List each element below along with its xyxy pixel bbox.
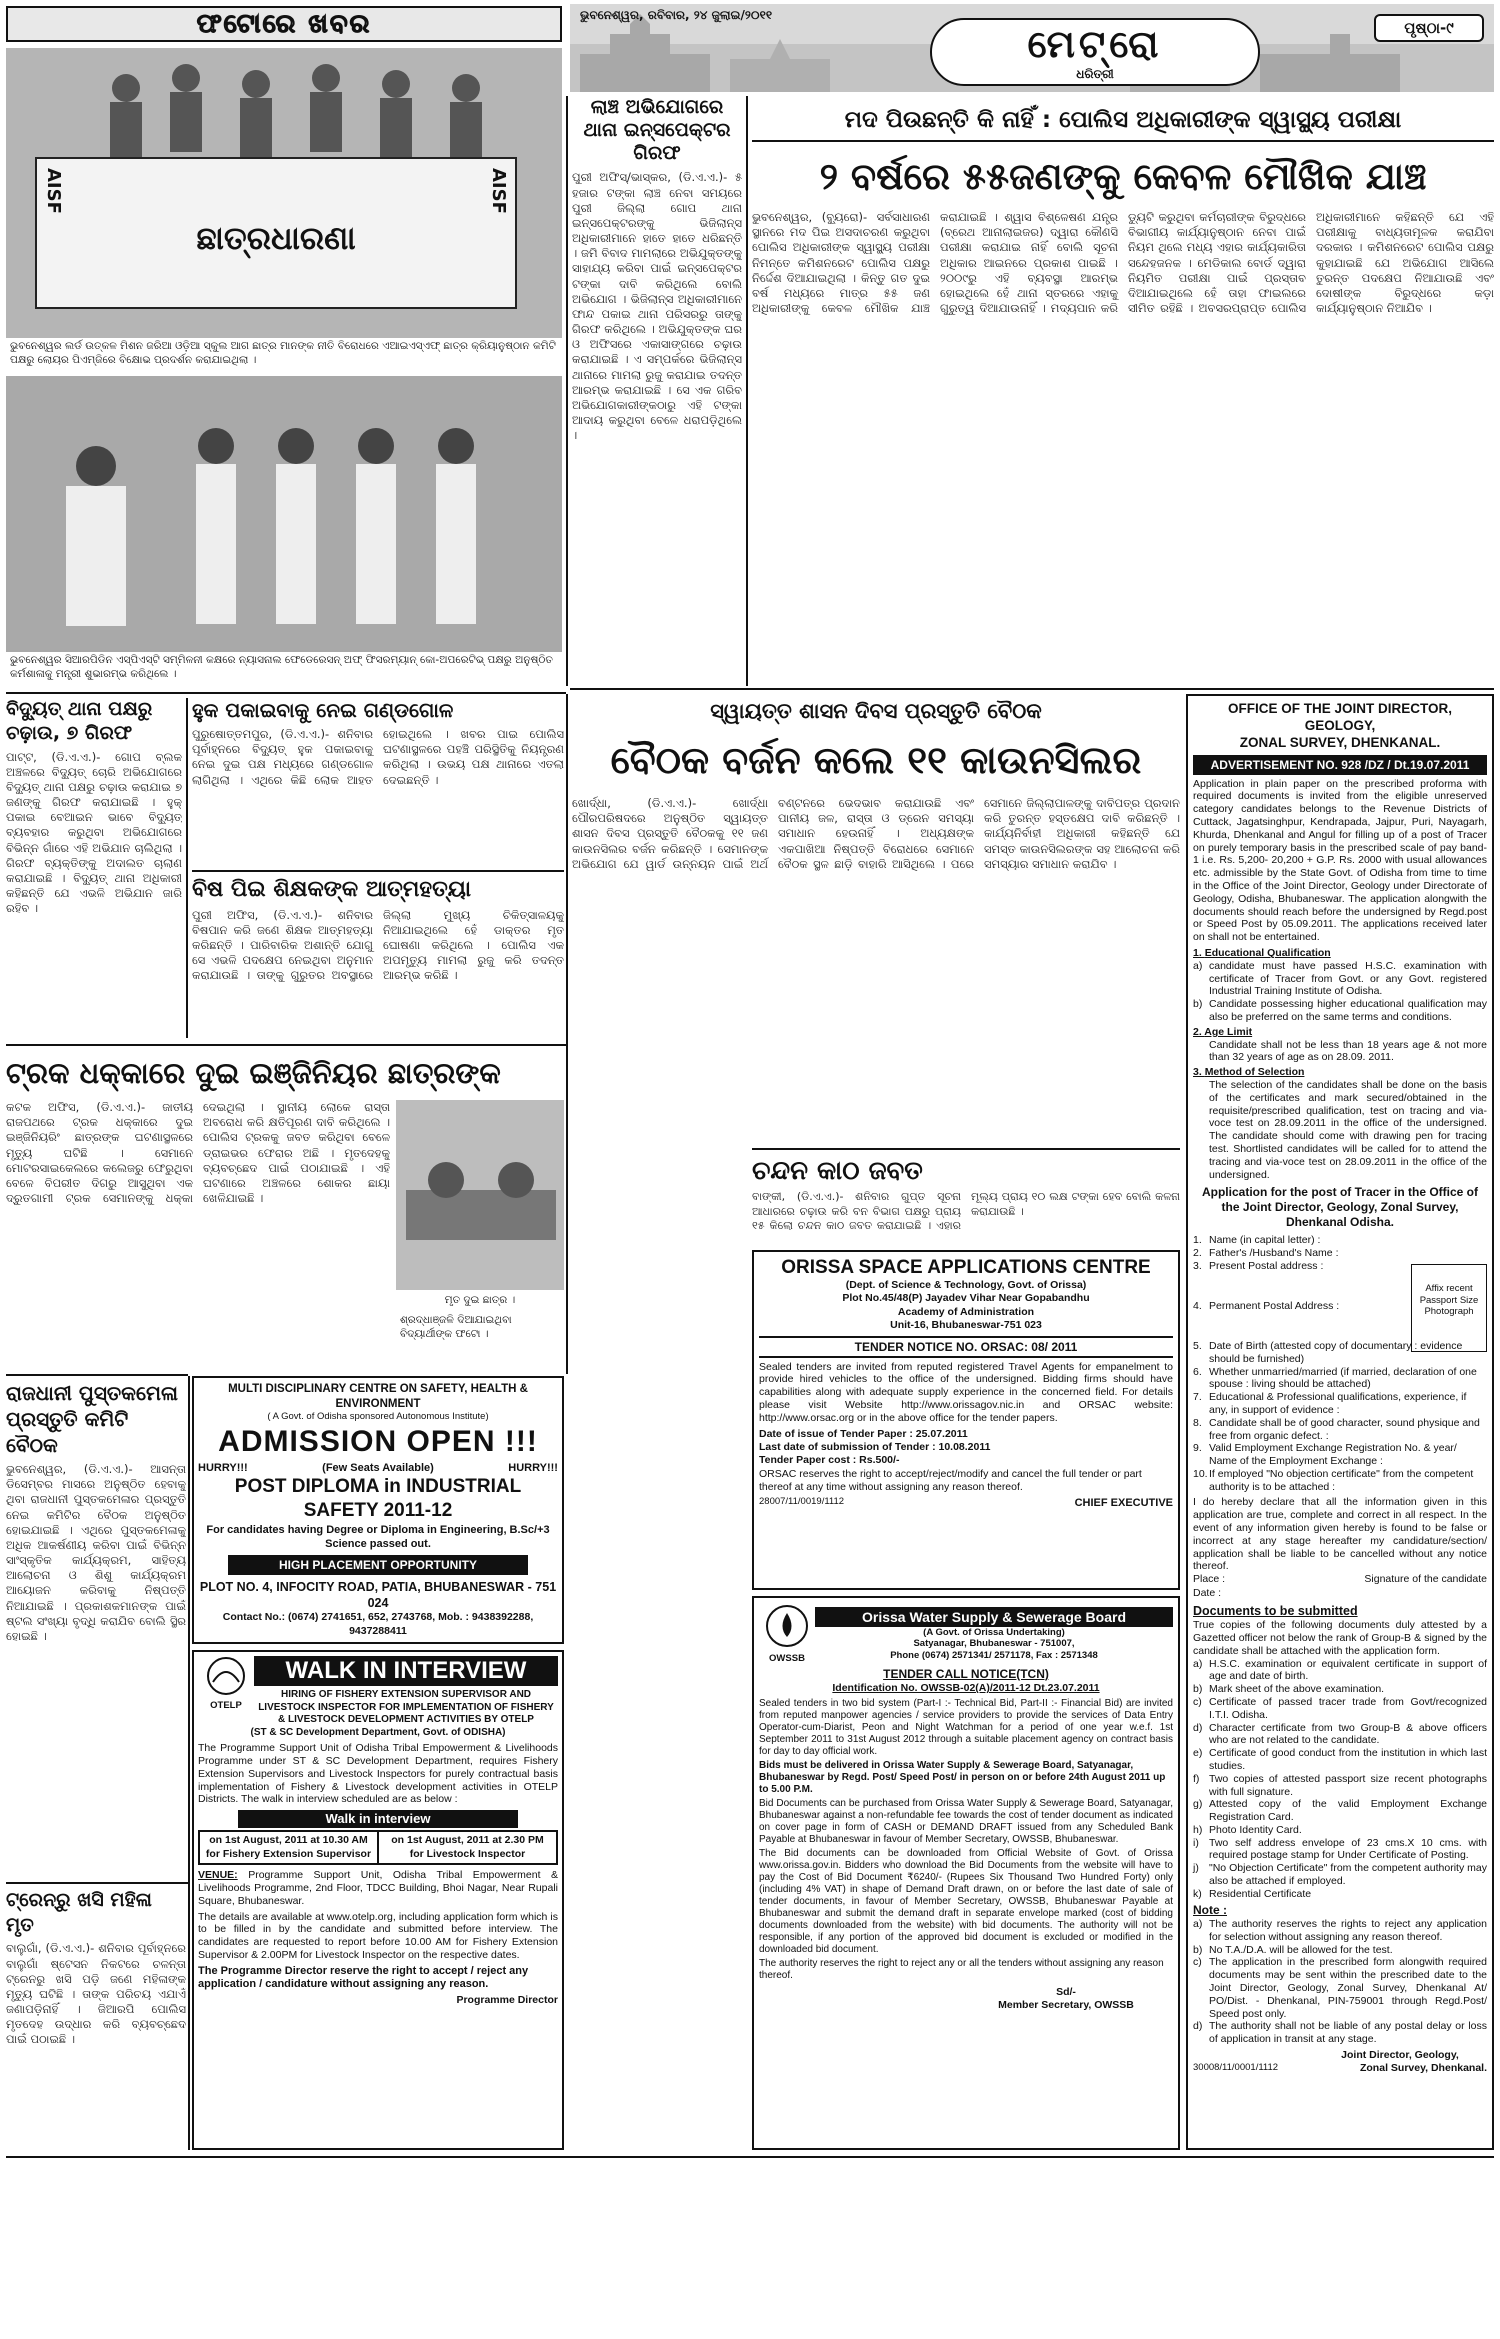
teacher-body: ପୁରୀ ଅଫିସ, (ଡି.ଏ.ଏ.)- ଶନିବାର ବିଷପାନ କରି ଜଣେ ଶିକ୍ଷକ ଆତ୍ମହତ୍ୟା କରିଛନ୍ତି । ପାରିବାରିକ ଅଶାନ୍ତି ଯୋଗୁ ସେ ଏଭଳି ପଦକ୍ଷେପ ନେଇଥିବା ଅନୁମାନ କରାଯାଉଛି । ତାଙ୍କୁ ଗୁରୁତର ଅବସ୍ଥାରେ ଜିଲ୍ଲା ମୁଖ୍ୟ ଚିକିତ୍ସାଳୟକୁ ନିଆଯାଇଥିଲେ ହେଁ ଡାକ୍ତର ମୃତ ଘୋଷଣା କରିଥିଲେ । ପୋଲିସ ଏକ ଅପମୃତ୍ୟୁ ମାମଲା ରୁଜୁ କରି ତଦନ୍ତ ଆରମ୍ଭ କରିଛି । [192, 907, 564, 983]
geo-field-row [1193, 1417, 1487, 1443]
owssb-sub: (A Govt. of Orissa Undertaking) [923, 1626, 1065, 1638]
geo-doc-item-key: g) [1193, 1798, 1203, 1811]
geo-doc-item [1193, 1798, 1487, 1824]
geo-doc-item-key: j) [1193, 1862, 1199, 1875]
geo-doc-item-text: H.S.C. examination or equivalent certificate in support of age and date of birth. [1209, 1657, 1487, 1683]
geo-note-item [1193, 1956, 1487, 2020]
geo-sign1: Joint Director, Geology, [1341, 2049, 1459, 2061]
geo-field-row [1193, 1442, 1487, 1468]
geo-age-title: 2. Age Limit [1193, 1025, 1253, 1038]
logo-box [930, 18, 1260, 86]
mdc-address: PLOT NO. 4, INFOCITY ROAD, PATIA, BHUBANESWAR - 751 024 [199, 1580, 557, 1611]
protest-banner-text: ଛାତ୍ରଧାରଣା [196, 219, 356, 257]
workshop-photo [6, 376, 562, 652]
workshop-figures [6, 376, 562, 652]
otelp-logo [198, 1656, 254, 1712]
geo-field-label: Present Postal address : [1209, 1259, 1324, 1272]
mdc-placement: HIGH PLACEMENT OPPORTUNITY [228, 1555, 528, 1575]
bribe-body: ପୁରୀ ଅଫିସ୍/ଭାସ୍କର, (ଡି.ଏ.ଏ.)- ୫ ହଜାର ଟଙ୍କା ଲାଞ୍ଚ ନେବା ସମୟରେ ପୁରୀ ଜିଲ୍ଲା ଗୋପ ଥାନା ଇନ୍‌ସପେକ୍ଟରଙ୍କୁ ଭିଜିଲାନ୍ସ ଅଧିକାରୀମାନେ ହାତେ ହାତେ ଧରିଛନ୍ତି । ଜମି ବିବାଦ ମାମଲାରେ ଅଭିଯୁକ୍ତଙ୍କୁ ସାହାଯ୍ୟ କରିବା ପାଇଁ ଇନ୍‌ସପେକ୍ଟର ଟଙ୍କା ଦାବି କରିଥିଲେ ବୋଲି ଅଭିଯୋଗ । ଭିଜିଲାନ୍ସ ଅଧିକାରୀମାନେ ଫାନ୍ଦ ପକାଇ ଥାନା ପରିସରରୁ ତାଙ୍କୁ ଗିରଫ କରିଥିଲେ । ଅଭିଯୁକ୍ତଙ୍କ ଘର ଓ ଅଫିସରେ ଏକାସାଙ୍ଗରେ ଚଢ଼ାଉ କରାଯାଇଛି । ଏ ସମ୍ପର୍କରେ ଭିଜିଲାନ୍ସ ଥାନାରେ ମାମଲା ରୁଜୁ କରାଯାଇ ତଦନ୍ତ ଆରମ୍ଭ କରାଯାଇଛି । ସେ ଏକ ଗରିବ ଅଭିଯୋଗକାରୀଙ୍କଠାରୁ ଏହି ଟଙ୍କା ଆଦାୟ କରୁଥିବା ବେଳେ ଧରାପଡ଼ିଥିଲେ । [572, 170, 742, 443]
geo-note-item-key: c) [1193, 1956, 1202, 1969]
geo-doc-item-key: f) [1193, 1772, 1200, 1785]
geo-docs-title: Documents to be submitted [1193, 1604, 1358, 1619]
otelp-slot1-date: on 1st August, 2011 at 10.30 AM [209, 1834, 368, 1847]
geo-field-number: 6. [1193, 1365, 1202, 1378]
sandal-story [752, 1152, 1180, 1246]
geo-doc-item [1193, 1696, 1487, 1722]
ad-geology [1186, 694, 1494, 2150]
geo-doc-item [1193, 1722, 1487, 1748]
orsac-sign: CHIEF EXECUTIVE [1074, 1497, 1173, 1510]
otelp-schedule-title: Walk in interview [238, 1810, 518, 1828]
geo-field-row [1193, 1234, 1487, 1247]
geo-field-number: 2. [1193, 1247, 1202, 1260]
truck-photo-caption-2: ଶ୍ରଦ୍ଧାଞ୍ଜଳି ଦିଆଯାଇଥିବା ବିଦ୍ୟାର୍ଥୀଙ୍କ ଫଟୋ । [400, 1314, 512, 1340]
geo-field-row [1193, 1391, 1487, 1417]
geo-doc-item [1193, 1747, 1487, 1773]
otelp-body: The Programme Support Unit of Odisha Tribal Empowerment & Livelihoods Programme under ST & SC Development Department, requires Fishery Extension Supervisors and Livestock Inspectors for purely contractual basis implementation of Fishery & Livestock development activities in OTELP Districts. The walk in interview scheduled are as below : [198, 1742, 558, 1806]
geo-field-number: 9. [1193, 1442, 1202, 1455]
otelp-title: WALK IN INTERVIEW [254, 1656, 558, 1686]
geo-note-item-text: No T.A./D.A. will be allowed for the test. [1209, 1943, 1393, 1956]
owssb-download: The Bid documents can be downloaded from Official Website of Govt. of Orissa www.orissa.gov.in. Bidders who download the Bid Documents from the website will have to pay the Cost of Bid Document ₹6240/- (Rupees Six Thousand Two Hundred Forty) only (including 4% VAT) in shape of Demand Draft drawn, on or before the last date of sale of tender documents, in favour of Member Secretary, OWSSB, Bhubaneswar Payable at Bhubaneswar and submit the demand draft in separate envelope marked (cost of bidding documents downloaded from the website) with bid documents. The authority will not be responsible, if any portion of the approved bid document is excluded or modified in the downloaded bid document. [759, 1847, 1173, 1955]
column-banner-text: ଫଟୋରେ ଖବର [196, 9, 372, 39]
ad-mdc [192, 1376, 564, 1644]
geo-field-label: Date of Birth (attested copy of documentary : evidence should be furnished) [1209, 1339, 1463, 1365]
geo-note-item-text: The authority reserves the rights to reject any application for selection without assigning any reason thereof. [1209, 1918, 1487, 1943]
lead-body: ଭୁବନେଶ୍ୱର, (ବ୍ୟୁରୋ)- ସର୍ବସାଧାରଣ ସ୍ଥାନରେ ମଦ ପିଇ ଅସଦାଚରଣ କରୁଥିବା ପୋଲିସ ଅଧିକାରୀଙ୍କ ସ୍ୱାସ୍ଥ୍ୟ ପରୀକ୍ଷା ନିମନ୍ତେ କମିଶନରେଟ ପୋଲିସ ପକ୍ଷରୁ ନିର୍ଦ୍ଦେଶ ଦିଆଯାଇଥିଲା । କିନ୍ତୁ ଗତ ଦୁଇ ବର୍ଷ ମଧ୍ୟରେ ମାତ୍ର ୫୫ ଜଣ ଅଧିକାରୀଙ୍କୁ କେବଳ ମୌଖିକ ଯାଞ୍ଚ କରାଯାଇଛି । ଶ୍ୱାସ ବିଶ୍ଳେଷଣ ଯନ୍ତ୍ର (ବ୍ରେଥ ଆନାଲାଇଜର) ଦ୍ୱାରା କୌଣସି ପରୀକ୍ଷା କରାଯାଇ ନାହିଁ ବୋଲି ସୂଚନା ଅଧିକାର ଆଇନରେ ପ୍ରକାଶ ପାଇଛି । ୨୦୦୯ରୁ ଏହି ବ୍ୟବସ୍ଥା ଆରମ୍ଭ ହୋଇଥିଲେ ହେଁ ଥାନା ସ୍ତରରେ ଏହାକୁ ଗୁରୁତ୍ୱ ଦିଆଯାଉନାହିଁ । ମଦ୍ୟପାନ କରି ଡ୍ୟୁଟି କରୁଥିବା କର୍ମଚାରୀଙ୍କ ବିରୁଦ୍ଧରେ ବିଭାଗୀୟ କାର୍ଯ୍ୟାନୁଷ୍ଠାନ ନେବା ପାଇଁ ନିୟମ ଥିଲେ ମଧ୍ୟ ଏହାର କାର୍ଯ୍ୟକାରିତା ସନ୍ଦେହଜନକ । ମେଡିକାଲ ବୋର୍ଡ ଦ୍ୱାରା ନିୟମିତ ପରୀକ୍ଷା ପାଇଁ ପ୍ରସ୍ତାବ ଦିଆଯାଇଥିଲେ ହେଁ ତାହା ଫାଇଲରେ ସୀମିତ ରହିଛି । ଅବସରପ୍ରାପ୍ତ ପୋଲିସ ଅଧିକାରୀମାନେ କହିଛନ୍ତି ଯେ ଏହି ପରୀକ୍ଷାକୁ ବାଧ୍ୟତାମୂଳକ କରାଯିବା ଦରକାର । କମିଶନରେଟ ପୋଲିସ ପକ୍ଷରୁ କୁହାଯାଇଛି ଯେ ଅଭିଯୋଗ ଆସିଲେ ତୁରନ୍ତ ପଦକ୍ଷେପ ନିଆଯାଉଛି ଏବଂ ଦୋଷୀଙ୍କ ବିରୁଦ୍ଧରେ କଡ଼ା କାର୍ଯ୍ୟାନୁଷ୍ଠାନ ନିଆଯିବ । [752, 210, 1494, 316]
geo-field-number: 10. [1193, 1467, 1208, 1480]
sandal-body: ବାଙ୍କୀ, (ଡି.ଏ.ଏ.)- ଶନିବାର ଗୁପ୍ତ ସୂଚନା ଆଧାରରେ ଚଢ଼ାଉ କରି ବନ ବିଭାଗ ପକ୍ଷରୁ ପ୍ରାୟ ୧୫ କିଲୋ ଚନ୍ଦନ କାଠ ଜବତ କରାଯାଇଛି । ଏହାର ମୂଲ୍ୟ ପ୍ରାୟ ୧୦ ଲକ୍ଷ ଟଙ୍କା ହେବ ବୋଲି କଳନା କରାଯାଉଛି । [752, 1190, 1180, 1233]
owssb-title: Orissa Water Supply & Sewerage Board [815, 1607, 1173, 1627]
otelp-reserve: The Programme Director reserve the right to accept / reject any application / candidature without assigning any reason. [198, 1964, 529, 1991]
geo-doc-item-key: a) [1193, 1657, 1203, 1670]
ad-owssb [752, 1596, 1180, 2150]
truck-body: କଟକ ଅଫିସ, (ଡି.ଏ.ଏ.)- ଜାତୀୟ ରାଜପଥରେ ଟ୍ରକ ଧକ୍କାରେ ଦୁଇ ଇଞ୍ଜିନିୟରିଂ ଛାତ୍ରଙ୍କ ଘଟଣାସ୍ଥଳରେ ମୃତ୍ୟୁ ଘଟିଛି । ସେମାନେ ମୋଟରସାଇକେଲରେ କଲେଜରୁ ଫେରୁଥିବା ବେଳେ ବିପରୀତ ଦିଗରୁ ଆସୁଥିବା ଏକ ଦ୍ରୁତଗାମୀ ଟ୍ରକ ସେମାନଙ୍କୁ ଧକ୍କା ଦେଇଥିଲା । ସ୍ଥାନୀୟ ଲୋକେ ରାସ୍ତା ଅବରୋଧ କରି କ୍ଷତିପୂରଣ ଦାବି କରିଥିଲେ । ପୋଲିସ ଟ୍ରକକୁ ଜବତ କରିଥିବା ବେଳେ ଡ୍ରାଇଭର ଫେରାର ଅଛି । ମୃତଦେହକୁ ବ୍ୟବଚ୍ଛେଦ ପାଇଁ ପଠାଯାଇଛି । ଏହି ଘଟଣାରେ ଅଞ୍ଚଳରେ ଶୋକର ଛାୟା ଖେଳିଯାଇଛି । [6, 1100, 390, 1206]
protest-banner-side-2: AISF [488, 168, 509, 214]
mdc-org: MULTI DISCIPLINARY CENTRE ON SAFETY, HEALTH & ENVIRONMENT [228, 1383, 528, 1410]
geo-doc-item-text: Two copies of attested passport size recent photographs with full signature. [1209, 1772, 1487, 1798]
geo-date: Date : [1193, 1586, 1222, 1599]
geo-docs [1193, 1658, 1487, 1901]
owssb-phone: Phone (0674) 2571341/ 2571178, Fax : 2571348 [890, 1649, 1098, 1661]
ad-orsac [752, 1250, 1180, 1590]
geo-doc-item [1193, 1683, 1487, 1696]
geo-notes [1193, 1918, 1487, 2046]
truck-headline: ଟ୍ରକ ଧକ୍କାରେ ଦୁଇ ଇଞ୍ଜିନିୟର ଛାତ୍ରଙ୍କ [6, 1056, 501, 1090]
geo-sig: Signature of the candidate [1364, 1573, 1487, 1586]
bookfair-headline: ରାଜଧାନୀ ପୁସ୍ତକମେଳା ପ୍ରସ୍ତୁତି କମିଟି ବୈଠକ [6, 1381, 178, 1457]
geo-doc-item-text: Character certificate from two Group-B & above officers who are not related to the candidate. [1209, 1721, 1487, 1747]
geo-doc-item-text: Certificate of good conduct from the institution in which last studies. [1209, 1747, 1487, 1772]
geo-doc-item-key: b) [1193, 1683, 1203, 1696]
geo-doc-item-key: h) [1193, 1823, 1203, 1836]
owssb-logo [759, 1603, 815, 1665]
truck-photo-figures [396, 1100, 564, 1290]
geo-doc-item [1193, 1888, 1487, 1901]
geo-docs-intro: True copies of the following documents duly attested by a Gazetted officer not below the rank of Group-B & signed by the candidate shall be attached with the application form. [1193, 1619, 1487, 1657]
owssb-rights: The authority reserves the right to reject any or all the tenders without assigning any reason thereof. [759, 1957, 1164, 1981]
owssb-delivery: Bids must be delivered in Orissa Water Supply & Sewerage Board, Satyanagar, Bhubaneswar by Regd. Post/ Speed Post/ in person on or before 24th August 2011 up to 5.00 P.M. [759, 1759, 1166, 1795]
geo-doc-item [1193, 1837, 1487, 1863]
geo-field-number: 1. [1193, 1234, 1202, 1247]
geo-age: Candidate shall not be less than 18 years age & not more than 32 years of age as on 28.09. 2011. [1209, 1038, 1487, 1064]
mdc-hurry-right: HURRY!!! [508, 1461, 558, 1474]
geo-note-item-text: The application in the prescribed form alongwith required documents may be sent within the prescribed date to the Joint Director, Geology, Zonal Survey, Dhenkanal At/ PO/Dist. - Dhenkanal, PIN-759001 through Regd.Post/ Speed post only. [1209, 1956, 1487, 2020]
geo-advt: ADVERTISEMENT NO. 928 /DZ / Dt.19.07.2011 [1193, 755, 1487, 775]
orsac-issue: Date of issue of Tender Paper : 25.07.2011 [759, 1427, 968, 1440]
mdc-sub: ( A Govt. of Odisha sponsored Autonomous Institute) [267, 1411, 489, 1423]
geo-doc-item-text: Residential Certificate [1209, 1887, 1312, 1900]
orsac-last: Last date of submission of Tender : 10.08.2011 [759, 1441, 991, 1454]
orsac-addr3: Unit-16, Bhubaneswar-751 023 [890, 1319, 1042, 1332]
geo-field-row [1193, 1366, 1487, 1392]
orsac-title: ORISSA SPACE APPLICATIONS CENTRE [781, 1257, 1151, 1278]
owssb-purchase: Bid Documents can be purchased from Orissa Water Supply & Sewerage Board, Satyanagar, Bhubaneswar against a non-refundable fee towards the cost of tender document as indicated on cover page in form of CASH or DEMAND DRAFT issued from any Scheduled Bank Payable at Bhubaneswar in favour of Member Secretary, OWSSB, Bhubaneswar. [759, 1797, 1173, 1845]
page-label: ପୃଷ୍ଠା-୯ [1374, 14, 1484, 42]
geo-sel: The selection of the candidates shall be done on the basis of the certificates and mark secured/obtained in the requisite/prescribed qualification, test on tracing and via-voce test on 28.09.2011 in the office of the undersigned. The candidate should come with drawing pen for tracing test. Shortlisted candidates will be called for to attend the tracing and via-voce test on 28.09.2011 in the office of the undersigned. [1209, 1078, 1487, 1181]
geo-sign2: Zonal Survey, Dhenkanal. [1359, 2062, 1487, 2075]
geo-note-item-key: b) [1193, 1943, 1203, 1956]
council-body: ଖୋର୍ଦ୍ଧା, (ଡି.ଏ.ଏ.)- ଖୋର୍ଦ୍ଧା ପୌରପରିଷଦରେ ଅନୁଷ୍ଠିତ ସ୍ୱାୟତ୍ତ ଶାସନ ଦିବସ ପ୍ରସ୍ତୁତି ବୈଠକକୁ ୧୧ ଜଣ କାଉନସିଲର ବର୍ଜନ କରିଛନ୍ତି । ସେମାନଙ୍କ ଅଭିଯୋଗ ଯେ ୱାର୍ଡ ଉନ୍ନୟନ ପାଇଁ ଅର୍ଥ ବଣ୍ଟନରେ ଭେଦଭାବ କରାଯାଉଛି ଏବଂ ପାନୀୟ ଜଳ, ରାସ୍ତା ଓ ଡ୍ରେନ ସମସ୍ୟା ସମାଧାନ ହେଉନାହିଁ । ଅଧ୍ୟକ୍ଷଙ୍କ ଏକପାଖିଆ ନିଷ୍ପତ୍ତି ବିରୋଧରେ ସେମାନେ ବୈଠକ ସ୍ଥଳ ଛାଡ଼ି ବାହାରି ଆସିଥିଲେ । ପରେ ସେମାନେ ଜିଲ୍ଲାପାଳଙ୍କୁ ଦାବିପତ୍ର ପ୍ରଦାନ କରି ତୁରନ୍ତ ହସ୍ତକ୍ଷେପ ଦାବି କରିଛନ୍ତି । କାର୍ଯ୍ୟନିର୍ବାହୀ ଅଧିକାରୀ କହିଛନ୍ତି ଯେ ସମସ୍ତ କାଉନସିଲରଙ୍କ ସହ ଆଲୋଚନା କରି ସମସ୍ୟାର ସମାଧାନ କରାଯିବ । [572, 796, 1180, 871]
geo-photo-box: Affix recent Passport Size Photograph [1411, 1264, 1487, 1352]
electricity-headline: ବିଦ୍ୟୁତ୍ ଥାନା ପକ୍ଷରୁ ଚଢ଼ାଉ, ୭ ଗିରଫ [6, 698, 153, 744]
owssb-ident: Identification No. OWSSB-02(A)/2011-12 Dt.23.07.2011 [832, 1682, 1100, 1695]
sandal-headline: ଚନ୍ଦନ କାଠ ଜବତ [752, 1156, 923, 1186]
geo-field-label: If employed "No objection certificate" from the competent authority is to be attached : [1209, 1467, 1474, 1493]
logo: ମେଟ୍ରୋ [1027, 22, 1163, 66]
geo-note-title: Note : [1193, 1902, 1227, 1917]
electricity-body: ପାଟ୍ଟ, (ଡି.ଏ.ଏ.)- ଗୋପ ବ୍ଲକ ଅଞ୍ଚଳରେ ବିଦ୍ୟୁତ୍ ଚୋରି ଅଭିଯୋଗରେ ବିଦ୍ୟୁତ୍ ଥାନା ପକ୍ଷରୁ ଚଢ଼ାଉ କରାଯାଇ ୭ ଜଣଙ୍କୁ ଗିରଫ କରାଯାଇଛି । ହୁକ୍ ପକାଇ ବେଆଇନ ଭାବେ ବିଦ୍ୟୁତ୍ ବ୍ୟବହାର କରୁଥିବା ଅଭିଯୋଗରେ ବିଭିନ୍ନ ଗାଁରେ ଏହି ଅଭିଯାନ ଚାଲିଥିଲା । ଗିରଫ ବ୍ୟକ୍ତିଙ୍କୁ ଅଦାଲତ ଚାଲାଣ କରାଯାଇଛି । ବିଦ୍ୟୁତ୍ ଥାନା ଅଧିକାରୀ କହିଛନ୍ତି ଯେ ଏଭଳି ଅଭିଯାନ ଜାରି ରହିବ । [6, 749, 182, 916]
geo-doc-item [1193, 1862, 1487, 1888]
otelp-venue-label: VENUE: [198, 1869, 238, 1882]
orsac-addr2: Academy of Administration [897, 1305, 1035, 1318]
otelp-venue-row [198, 1869, 558, 1907]
orsac-ref: 28007/11/0019/1112 [759, 1496, 845, 1508]
orsac-sub: (Dept. of Science & Technology, Govt. of Orissa) [845, 1278, 1087, 1291]
hook-story [192, 698, 564, 868]
council-kicker-box [572, 694, 1180, 728]
woman-body: ବାଲୁଗାଁ, (ଡି.ଏ.ଏ.)- ଶନିବାର ପୂର୍ବାହ୍ନରେ ବାଲୁଗାଁ ଷ୍ଟେସନ ନିକଟରେ ଚଳନ୍ତା ଟ୍ରେନରୁ ଖସି ପଡ଼ି ଜଣେ ମହିଳାଙ୍କ ମୃତ୍ୟୁ ଘଟିଛି । ତାଙ୍କ ପରିଚୟ ଏଯାଏଁ ଜଣାପଡ଼ିନାହିଁ । ଜିଆରପି ପୋଲିସ ମୃତଦେହ ଉଦ୍ଧାର କରି ବ୍ୟବଚ୍ଛେଦ ପାଇଁ ପଠାଇଛି । [6, 1941, 186, 2047]
geo-field-label: Valid Employment Exchange Registration No. & year/ Name of the Employment Exchange : [1209, 1442, 1457, 1468]
orsac-body: Sealed tenders are invited from reputed registered Travel Agents for empanelment to provide hired vehicles to the office of the undersigned. Bidding firms should have capabilities along with adequate supply experience in the concerned field. For details please visit Website http://www.orissagov.nic.in and ORSAC website: http://www.orsac.org or in the above office for the tender papers. [759, 1360, 1173, 1424]
otelp-slot2-post: for Livestock Inspector [409, 1847, 526, 1860]
orsac-rights: ORSAC reserves the right to accept/reject/modify and cancel the full tender or part thereof at any time without assigning any reason thereof. [759, 1467, 1142, 1493]
otelp-logo-icon [203, 1656, 249, 1696]
mdc-contact: Contact No.: (0674) 2741651, 652, 2743768, Mob. : 9438392288, 9437288411 [222, 1611, 534, 1637]
geo-doc-item-text: Certificate of passed tracer trade from Govt/recognized I.T.I. Odisha. [1209, 1695, 1487, 1721]
council-headline: ବୈଠକ ବର୍ଜନ କଲେ ୧୧ କାଉନସିଲର [610, 738, 1142, 782]
geo-doc-item-text: Mark sheet of the above examination. [1209, 1683, 1385, 1696]
geo-field-label: Candidate shall be of good character, sound physique and free from organic defect. : [1209, 1416, 1480, 1442]
owssb-logo-text: OWSSB [769, 1653, 805, 1665]
owssb-sign1: Sd/- [1056, 1985, 1076, 1998]
otelp-schedule [198, 1830, 558, 1865]
geo-field-number: 7. [1193, 1391, 1202, 1404]
dateline: ଭୁବନେଶ୍ୱର, ରବିବାର, ୨୪ ଜୁଲାଇ/୨୦୧୧ [580, 8, 773, 22]
geo-declaration: I do hereby declare that all the information given in this application are true, complete and correct in all respect. In the event of any information given hereby is found to be false or incorrect at any stage hereafter my candidature/section/ application shall be liable to be cancelled without any notice thereof. [1193, 1496, 1487, 1573]
hook-body: ପୁରୁଷୋତ୍ତମପୁର, (ଡି.ଏ.ଏ.)- ଶନିବାର ପୂର୍ବାହ୍ନରେ ବିଦ୍ୟୁତ୍ ହୁକ ପକାଇବାକୁ ନେଇ ଦୁଇ ପକ୍ଷ ମଧ୍ୟରେ ଗଣ୍ଡଗୋଳ ଲାଗିଥିଲା । ଏଥିରେ କିଛି ଲୋକ ଆହତ ହୋଇଥିଲେ । ଖବର ପାଇ ପୋଲିସ ଘଟଣାସ୍ଥଳରେ ପହଞ୍ଚି ପରିସ୍ଥିତିକୁ ନିୟନ୍ତ୍ରଣ କରିଥିଲା । ଉଭୟ ପକ୍ଷ ଥାନାରେ ଏତଲା ଦେଇଛନ୍ତି । [192, 727, 564, 787]
council-kicker: ସ୍ୱାୟତ୍ତ ଶାସନ ଦିବସ ପ୍ରସ୍ତୁତି ବୈଠକ [710, 699, 1042, 723]
geo-doc-item-key: d) [1193, 1721, 1203, 1734]
geo-doc-item-key: k) [1193, 1887, 1202, 1900]
truck-photo [396, 1100, 564, 1290]
geo-note-item-text: The authority shall not be liable of any postal delay or loss of application in transit at any stage. [1209, 2020, 1487, 2046]
geo-place: Place : [1193, 1573, 1226, 1586]
truck-headline-box [6, 1050, 562, 1096]
geo-field-label: Permanent Postal Address : [1209, 1299, 1340, 1312]
geo-qualification: 1. Educational Qualification a) candidate must have passed H.S.C. examination with certificate of Tracer from Govt. or any Govt. registered Industrial Training Institute of Odisha. b) Candidate possessing higher educational qualification may also be preferred on the same terms and conditions. 2. Age Limit Candidate shall not be less than 18 years age & not more than 32 years of age as on 28.09. 2011. 3. Method of Selection The selection of the candidates shall be done on the basis of the certificates and mark secured/obtained in the requisite/prescribed qualification, test on tracing and via-voce test on 28.09.2011 in the office of the undersigned. The candidate should come with drawing pen for tracing test. Shortlisted candidates will be called for to attend the tracing and via-voce test on 28.09.2011 in the office of the undersigned. [1193, 946, 1487, 1181]
geo-doc-item-text: Photo Identity Card. [1209, 1823, 1302, 1836]
geo-field-number: 4. [1193, 1299, 1202, 1312]
mdc-hurry-row [198, 1461, 558, 1475]
geo-doc-item [1193, 1658, 1487, 1684]
mdc-eligibility: For candidates having Degree or Diploma in Engineering, B.Sc/+3 Science passed out. [206, 1523, 550, 1550]
workshop-caption: ଭୁବନେଶ୍ୱର ସିଆରପିଡିନ ଏସ୍‌ପିଏସ୍‌ଟି ସମ୍ମିଳନୀ କକ୍ଷରେ ନ୍ୟାସନାଲ ଫେଡେରେସନ୍ ଅଫ୍ ଫିସରମ୍ୟାନ୍ କୋ-ଅପରେଟିଭ୍ ପକ୍ଷରୁ ଅନୁଷ୍ଠିତ କର୍ମଶାଳାକୁ ମନ୍ତ୍ରୀ ଶୁଭାରମ୍ଭ କରିଥିଲେ । [10, 654, 553, 680]
geo-doc-item-text: "No Objection Certificate" from the competent authority may also be attached if employed. [1209, 1862, 1487, 1888]
otelp-sub: HIRING OF FISHERY EXTENSION SUPERVISOR AND LIVESTOCK INSPECTOR FOR IMPLEMENTATION OF FISHERY & LIVESTOCK DEVELOPMENT ACTIVITIES BY OTELP [258, 1689, 554, 1725]
teacher-headline: ବିଷ ପିଇ ଶିକ୍ଷକଙ୍କ ଆତ୍ମହତ୍ୟା [192, 877, 471, 902]
geo-doc-item-text: Two self address envelope of 23 cms.X 10 cms. with required postage stamp for Under Certificate of Posting. [1209, 1836, 1487, 1862]
geo-doc-item-text: Attested copy of the valid Employment Exchange Registration Card. [1209, 1798, 1487, 1824]
otelp-venue: Programme Support Unit, Odisha Tribal Empowerment & Livelihoods Programme, 2nd Floor, TDCC Building, Bhoi Nagar, Near Rupali Square, Bhubaneswar. [198, 1869, 558, 1907]
geo-field-label: Name (in capital letter) : [1209, 1234, 1321, 1247]
column-banner [6, 6, 562, 42]
bribe-headline: ଲାଞ୍ଚ ଅଭିଯୋଗରେ ଥାନା ଇନ୍‌ସପେକ୍ଟର ଗିରଫ [583, 96, 731, 164]
hook-headline: ହୁକ ପକାଇବାକୁ ନେଇ ଗଣ୍ଡଗୋଳ [192, 698, 454, 722]
protest-caption: ଭୁବନେଶ୍ୱର ଲର୍ଡ ଉତ୍କଳ ମିଶନ ଜରିଆ ଓଡ଼ିଆ ସ୍କୁଲ ଆଗ ଛାତ୍ର ମାନଙ୍କ ନୀତି ବିରୋଧରେ ଏଆଇଏସ୍ଏଫ୍ ଛାତ୍ର କ୍ରିୟାନୁଷ୍ଠାନ କମିଟି ପକ୍ଷରୁ ଲୋୟର ପିଏମ୍‌ଜିରେ ବିକ୍ଷୋଭ ପ୍ରଦର୍ଶନ କରାଯାଇଥିଲା । [10, 340, 556, 366]
owssb-notice: TENDER CALL NOTICE(TCN) [883, 1666, 1049, 1681]
geo-sel-title: 3. Method of Selection [1193, 1066, 1305, 1079]
owssb-addr: Satyanagar, Bhubaneswar - 751007, [913, 1638, 1075, 1650]
page-bottom-margin [6, 2162, 1494, 2332]
geo-field-label: Educational & Professional qualifications, experience, if any, in support of evidence : [1209, 1391, 1467, 1416]
teacher-story [192, 876, 564, 1040]
geo-note-item-key: d) [1193, 2020, 1203, 2033]
mdc-seats: (Few Seats Available) [322, 1461, 434, 1474]
bookfair-body: ଭୁବନେଶ୍ୱର, (ଡି.ଏ.ଏ.)- ଆସନ୍ତା ଡିସେମ୍ବର ମାସରେ ଅନୁଷ୍ଠିତ ହେବାକୁ ଥିବା ରାଜଧାନୀ ପୁସ୍ତକମେଳାର ପ୍ରସ୍ତୁତି ନେଇ କମିଟିର ବୈଠକ ଅନୁଷ୍ଠିତ ହୋଇଯାଇଛି । ଏଥିରେ ପୁସ୍ତକମେଳାକୁ ଅଧିକ ଆକର୍ଷଣୀୟ କରିବା ପାଇଁ ବିଭିନ୍ନ ସାଂସ୍କୃତିକ କାର୍ଯ୍ୟକ୍ରମ, ସାହିତ୍ୟ ଆଲୋଚନା ଓ ଶିଶୁ କାର୍ଯ୍ୟକ୍ରମ ଆୟୋଜନ କରିବାକୁ ନିଷ୍ପତ୍ତି ନିଆଯାଇଛି । ପ୍ରକାଶକମାନଙ୍କ ପାଇଁ ଷ୍ଟଲ ସଂଖ୍ୟା ବୃଦ୍ଧି କରାଯିବ ବୋଲି ସ୍ଥିର ହୋଇଛି । [6, 1462, 186, 1643]
protest-figures [6, 48, 562, 338]
geo-field-number: 3. [1193, 1259, 1202, 1272]
geo-place-row [1193, 1573, 1487, 1586]
council-headline-box [572, 730, 1180, 790]
geo-form-title: Application for the post of Tracer in the Office of the Joint Director, Geology, Zonal Survey, Dhenkanal Odisha. [1201, 1185, 1479, 1230]
geo-q-title: 1. Educational Qualification [1193, 946, 1331, 959]
owssb-sign2: Member Secretary, OWSSB [998, 1998, 1134, 2011]
geo-doc-item-key: e) [1193, 1747, 1203, 1760]
geo-title2: ZONAL SURVEY, DHENKANAL. [1239, 734, 1441, 750]
owssb-body: Sealed tenders in two bid system (Part-I :- Technical Bid, Part-II :- Financial Bid) are invited from reputed manpower agencies / service providers to provide the services of Data Entry Operator-cum-Diarist, Peon and Night Watchman for a period of one year w.e.f. 1st September 2011 to 31st August 2012 through a suitable placement agency on contract basis for day to day official work. [759, 1697, 1173, 1757]
geo-field-row [1193, 1247, 1487, 1260]
masthead [570, 4, 1494, 92]
protest-photo [6, 48, 562, 338]
geo-note-item [1193, 2020, 1487, 2046]
geo-title1: OFFICE OF THE JOINT DIRECTOR, GEOLOGY, [1227, 701, 1452, 733]
geo-field-number: 8. [1193, 1416, 1202, 1429]
truck-photo-caption: ମୃତ ଦୁଇ ଛାତ୍ର । [444, 1294, 516, 1306]
geo-field-label: Father's /Husband's Name : [1209, 1247, 1339, 1260]
geo-q-a: candidate must have passed H.S.C. examination with certificate of Tracer from Govt. or any Govt. registered Industrial Training Institute of Odisha. [1209, 959, 1487, 998]
otelp-dept: (ST & SC Development Department, Govt. of ODISHA) [250, 1726, 506, 1738]
lead-headline: ୨ ବର୍ଷରେ ୫୫ଜଣଙ୍କୁ କେବଳ ମୌଖିକ ଯାଞ୍ଚ [819, 155, 1427, 198]
geo-note-item [1193, 1944, 1487, 1957]
protest-banner-side: AISF [43, 168, 65, 214]
lead-kicker-box [752, 98, 1494, 142]
orsac-cost: Tender Paper cost : Rs.500/- [759, 1454, 900, 1467]
orsac-addr1: Plot No.45/48(P) Jayadev Vihar Near Gopabandhu [842, 1292, 1090, 1305]
woman-headline: ଟ୍ରେନ୍‌ରୁ ଖସି ମହିଳା ମୃତ [6, 1889, 152, 1936]
otelp-sign: Programme Director [456, 1993, 558, 2006]
geo-doc-item-key: i) [1193, 1836, 1199, 1849]
geo-field-row [1193, 1468, 1487, 1494]
geo-note-item-key: a) [1193, 1918, 1203, 1931]
woman-story [6, 1888, 186, 2148]
orsac-notice: TENDER NOTICE NO. ORSAC: 08/ 2011 [759, 1336, 1173, 1358]
geo-doc-item-key: c) [1193, 1695, 1202, 1708]
electricity-story [6, 698, 182, 1038]
geo-ref: 30008/11/0001/1112 [1193, 2062, 1279, 2074]
geo-note-item [1193, 1918, 1487, 1944]
mdc-hurry-left: HURRY!!! [198, 1461, 248, 1474]
bookfair-story [6, 1380, 186, 1880]
mdc-banner: ADMISSION OPEN !!! [218, 1424, 538, 1458]
logo-sub: ଧରିତ୍ରୀ [1076, 66, 1114, 81]
mdc-course: POST DIPLOMA in INDUSTRIAL SAFETY 2011-12 [234, 1475, 522, 1521]
otelp-slot2-date: on 1st August, 2011 at 2.30 PM [391, 1834, 544, 1847]
otelp-slot1-post: for Fishery Extension Supervisor [205, 1847, 372, 1860]
geo-intro: Application in plain paper on the prescribed proforma with required documents is invited from the eligible unreserved category candidates belongs to the Revenue Districts of Cuttack, Jagatsinghpur, Kendrapada, Jajpur, Puri, Nayagarh, Khurda, Dhenkanal and Angul for filling up of a post of Tracer on purely temporary basis in the prescribed scale of pay band-1 i.e. Rs. 5,200- 20,200 + G.P. Rs. 2000 with usual allowances etc. admissible by the State Govt. of Odisha from time to time in the Office of the Joint Director, Geology under Directorate of Geology, Odisha, Bhubaneswar. The application alongwith the documents should reach before the undersigned by Regd.post or Speed Post by 05.09.2011. The applications received later on shall not be entertained. [1193, 777, 1487, 944]
geo-field-label: Whether unmarried/married (if married, declaration of one spouse : living should be attached) [1209, 1365, 1477, 1391]
geo-field-number: 5. [1193, 1339, 1202, 1352]
ad-otelp [192, 1650, 564, 2150]
geo-form [1193, 1234, 1487, 1493]
geo-doc-item [1193, 1773, 1487, 1799]
bribe-story [572, 96, 742, 686]
otelp-details: The details are available at www.otelp.org, including application form which is to be filled in by the candidate and submitted before interview. The candidates are requested to report before 10.00 AM for Fishery Extension Supervisor & 2.00PM for Livestock Inspector on the respective dates. [198, 1910, 558, 1961]
geo-q-b: Candidate possessing higher educational qualification may also be preferred on the same terms and conditions. [1209, 998, 1487, 1023]
lead-headline-box [752, 148, 1494, 206]
lead-kicker: ମଦ ପିଉଛନ୍ତି କି ନାହିଁ : ପୋଲିସ ଅଧିକାରୀଙ୍କ ସ୍ୱାସ୍ଥ୍ୟ ପରୀକ୍ଷା [844, 107, 1402, 133]
otelp-logo-text: OTELP [210, 1700, 242, 1712]
geo-doc-item [1193, 1824, 1487, 1837]
owssb-logo-icon [764, 1603, 810, 1649]
